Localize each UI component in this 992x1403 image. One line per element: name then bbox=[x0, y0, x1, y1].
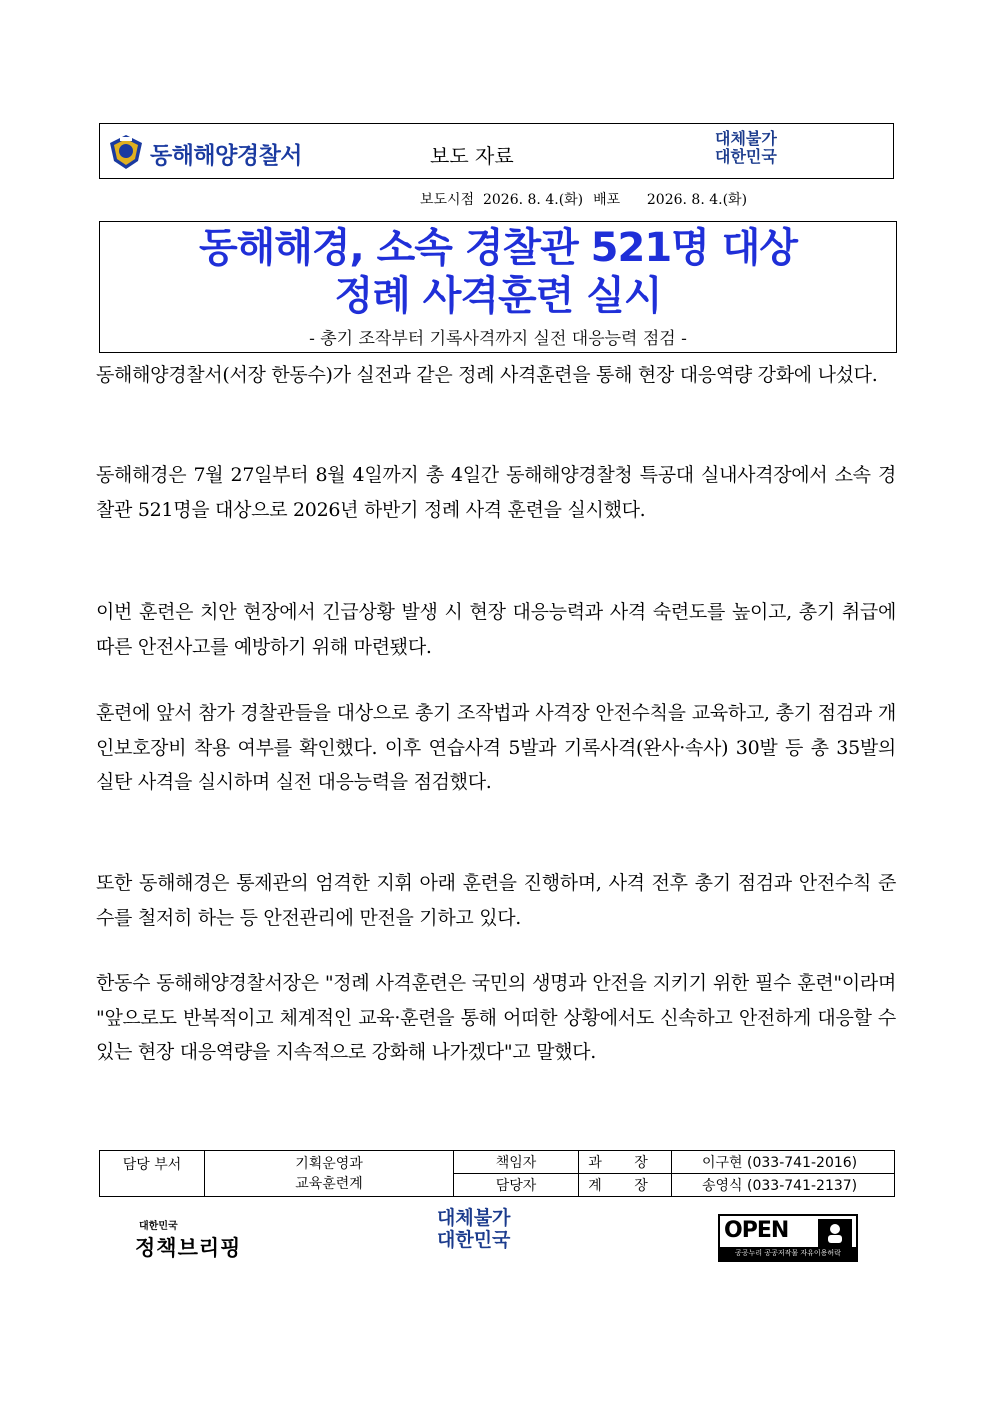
contact-table bbox=[99, 1150, 895, 1197]
policy-briefing-logo bbox=[135, 1217, 255, 1262]
paragraph-5: 또한 동해해경은 통제관의 엄격한 지휘 아래 훈련을 진행하며, 사격 전후 총기 점검과 안전수칙 준수를 철저히 하는 등 안전관리에 만전을 기하고 있다. bbox=[96, 872, 896, 929]
dept-team bbox=[205, 1151, 454, 1197]
role-responsible: 책임자 bbox=[454, 1151, 579, 1174]
attribution-icon bbox=[818, 1219, 852, 1247]
subheadline: - 총기 조작부터 기록사격까지 실전 대응능력 점검 - bbox=[309, 329, 687, 349]
dept-label: 담당 부서 bbox=[100, 1151, 205, 1197]
slogan-line2: 대한민국 bbox=[715, 147, 777, 166]
release-date: 보도시점 2026. 8. 4.(화) bbox=[420, 192, 584, 208]
team-line2: 교육훈련계 bbox=[295, 1175, 363, 1192]
team-line1: 기획운영과 bbox=[295, 1155, 363, 1172]
paragraph-2: 동해해경은 7월 27일부터 8월 4일까지 총 4일간 동해해양경찰청 특공대 실내사격장에서 소속 경찰관 521명을 대상으로 2026년 하반기 정례 사격 훈련을 실시했다. bbox=[96, 464, 896, 521]
briefing-big: 정책브리핑 bbox=[135, 1236, 242, 1260]
footer-slogan-line2: 대한민국 bbox=[437, 1229, 511, 1251]
press-header bbox=[99, 123, 894, 179]
open-text: OPEN bbox=[724, 1218, 789, 1243]
distribution-date: 배포 2026. 8. 4.(화) bbox=[593, 192, 748, 208]
kogl-open-badge bbox=[718, 1214, 858, 1262]
paragraph-1: 동해해양경찰서(서장 한동수)가 실전과 같은 정례 사격훈련을 통해 현장 대응역량 강화에 나섰다. bbox=[96, 364, 878, 386]
footer-slogan-line1: 대체불가 bbox=[437, 1207, 511, 1229]
slogan-line1: 대체불가 bbox=[715, 129, 777, 148]
contact-person-2: 송영식 (033-741-2137) bbox=[672, 1174, 895, 1197]
headline-line1: 동해해경, 소속 경찰관 521명 대상 bbox=[198, 225, 798, 271]
release-dates bbox=[420, 189, 757, 209]
paragraph-4: 훈련에 앞서 참가 경찰관들을 대상으로 총기 조작법과 사격장 안전수칙을 교육하고, 총기 점검과 개인보호장비 착용 여부를 확인했다. 이후 연습사격 5발과 기록사격(완사·속사) 30발 등 총 35발의 실탄 사격을 실시하며 실전 대응능력을 점검했다. bbox=[96, 702, 896, 793]
briefing-small: 대한민국 bbox=[139, 1221, 178, 1232]
title-box bbox=[99, 221, 897, 353]
slogan-footer-logo bbox=[437, 1207, 537, 1267]
position-1: 과 장 bbox=[579, 1151, 672, 1174]
slogan-logo bbox=[715, 130, 815, 176]
doc-type: 보도 자료 bbox=[430, 144, 514, 168]
org-name: 동해해양경찰서 bbox=[150, 143, 303, 169]
role-staff: 담당자 bbox=[454, 1174, 579, 1197]
paragraph-3: 이번 훈련은 치안 현장에서 긴급상황 발생 시 현장 대응능력과 사격 숙련도를 높이고, 총기 취급에 따른 안전사고를 예방하기 위해 마련됐다. bbox=[96, 601, 896, 658]
paragraph-6: 한동수 동해해양경찰서장은 "정례 사격훈련은 국민의 생명과 안전을 지키기 위한 필수 훈련"이라며 "앞으로도 반복적이고 체계적인 교육·훈련을 통해 어떠한 상황에서도 신속하고 안전하게 대응할 수 있는 현장 대응역량을 지속적으로 강화해 나가겠다"고 말했다. bbox=[96, 972, 896, 1063]
coast-guard-emblem-icon bbox=[108, 133, 144, 171]
headline-line2: 정례 사격훈련 실시 bbox=[334, 273, 662, 319]
open-subtitle: 공공누리 공공저작물 자유이용허락 bbox=[720, 1247, 856, 1260]
contact-person-1: 이구현 (033-741-2016) bbox=[672, 1151, 895, 1174]
position-2: 계 장 bbox=[579, 1174, 672, 1197]
